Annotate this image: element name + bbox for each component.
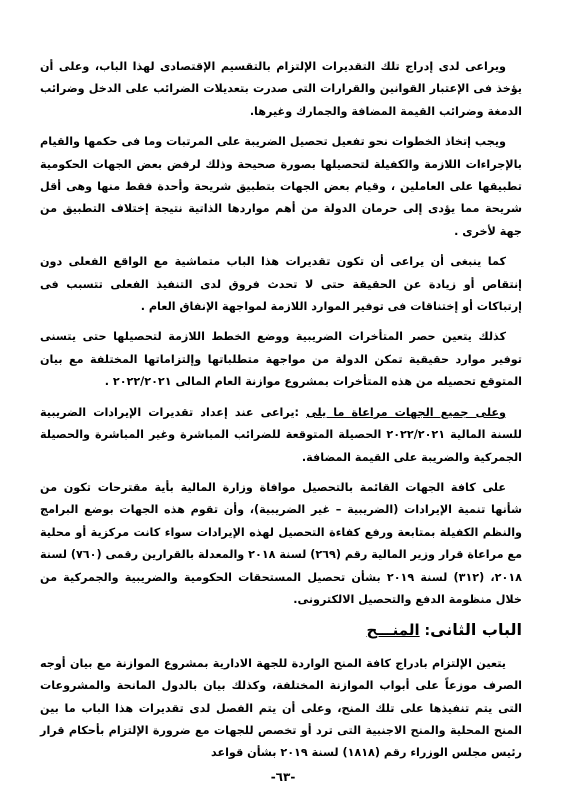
section-heading [40, 619, 522, 642]
paragraph-7: يتعين الإلتزام بادراج كافة المنح الواردة للجهة الادارية بمشروع الموازنة مع بيان أوجه الصرف موزعاً على أبواب الموازنة المختلفة، وكذلك بيان بالدول المانحة والمشروعات التى يتم تنفيذها على تلك المنح، وعلى أن يتم الفصل لدى تقديرات هذا الباب ما بين المنح المحلية والمنح الاجنبية التى ترد أو تخصص للجهات مع ضرورة الإلتزام بأحكام قرار رئيس مجلس الوزراء رقم (١٨١٨) لسنة ٢٠١٩ بشأن قواعد [40, 656, 522, 760]
section-heading-part: الباب الثانى [430, 620, 522, 640]
paragraph-1: ويراعى لدى إدراج تلك التقديرات الإلتزام بالتقسيم الإقتصادى لهذا الباب، وعلى أن يؤخذ فى الإعتبار القوانين والقرارات التى صدرت بتعديلات الضرائب على الدخل وضرائب الدمغة وضرائب القيمة المضافة والجمارك وغيرها. [40, 60, 522, 118]
paragraph-4: كذلك يتعين حصر المتأخرات الضريبية ووضع الخطط اللازمة لتحصيلها حتى يتسنى توفير موارد حقيقية تمكن الدولة من مواجهة متطلباتها وإلتزاماتها المختلفة مع بيان المتوقع تحصيله من هذه المتأخرات بمشروع موازنة العام المالى ٢٠٢٢/٢٠٢١ . [40, 330, 522, 389]
section-heading-separator: : [419, 623, 431, 640]
page-number: -٦٣- [270, 770, 296, 784]
paragraph-5 [40, 402, 522, 469]
paragraph-5-rest: :يراعى عند إعداد تقديرات الإيرادات الضريبية للسنة المالية ٢٠٢٢/٢٠٢١ الحصيلة المتوقعة للضرائب المباشرة وغير المباشرة والحصيلة الجمركية والضريبة على القيمة المضافة. [40, 405, 522, 464]
paragraph-2: ويجب إتخاذ الخطوات نحو تفعيل تحصيل الضريبة على المرتبات وما فى حكمها والقيام بالإجراءات اللازمة والكفيلة لتحصيلها بصورة صحيحة وذلك لرفض بعض الجهات الحكومية تطبيقها على العاملين ، وقيام بعض الجهات بتطبيق شريحة وأحدة فقط منها وهى أقل شريحة مما يؤدى إلى حرمان الدولة من أهم مواردها الذاتية نتيجة إختلاف التطبيق من جهة لأخرى . [40, 135, 522, 238]
paragraph-5-lead: وعلى جميع الجهات مراعاة ما يلى [306, 405, 506, 419]
paragraph-6: على كافة الجهات القائمة بالتحصيل موافاة وزارة المالية بأية مقترحات تكون من شأنها تنمية الإيرادات (الضريبية – غير الضريبية)، وأن تقوم هذه الجهات بوضع البرامج والنظم الكفيلة بمتابعة ورفع كفاءة التحصيل لهذه الإيرادات سواء كانت مركزية أو محلية مع مراعاة قرار وزير المالية رقم (٢٦٩) لسنة ٢٠١٨ والمعدلة بالقرارين رقمى (٧٦٠) لسنة ٢٠١٨، (٣١٢) لسنة ٢٠١٩ بشأن تحصيل المستحقات الحكومية والضريبية والجمركية من خلال منظومة الدفع والتحصيل الالكترونى. [40, 480, 522, 606]
paragraph-3: كما ينبغى أن يراعى أن تكون تقديرات هذا الباب متماشية مع الواقع الفعلى دون إنتقاص أو زيادة عن الحقيقة حتى لا تحدث فروق لدى التنفيذ الفعلى تتسبب فى إرتباكات أو إختناقات فى توفير الموارد اللازمة لمواجهة الإنفاق العام . [40, 255, 522, 314]
section-heading-title: المنـــح [366, 621, 420, 640]
